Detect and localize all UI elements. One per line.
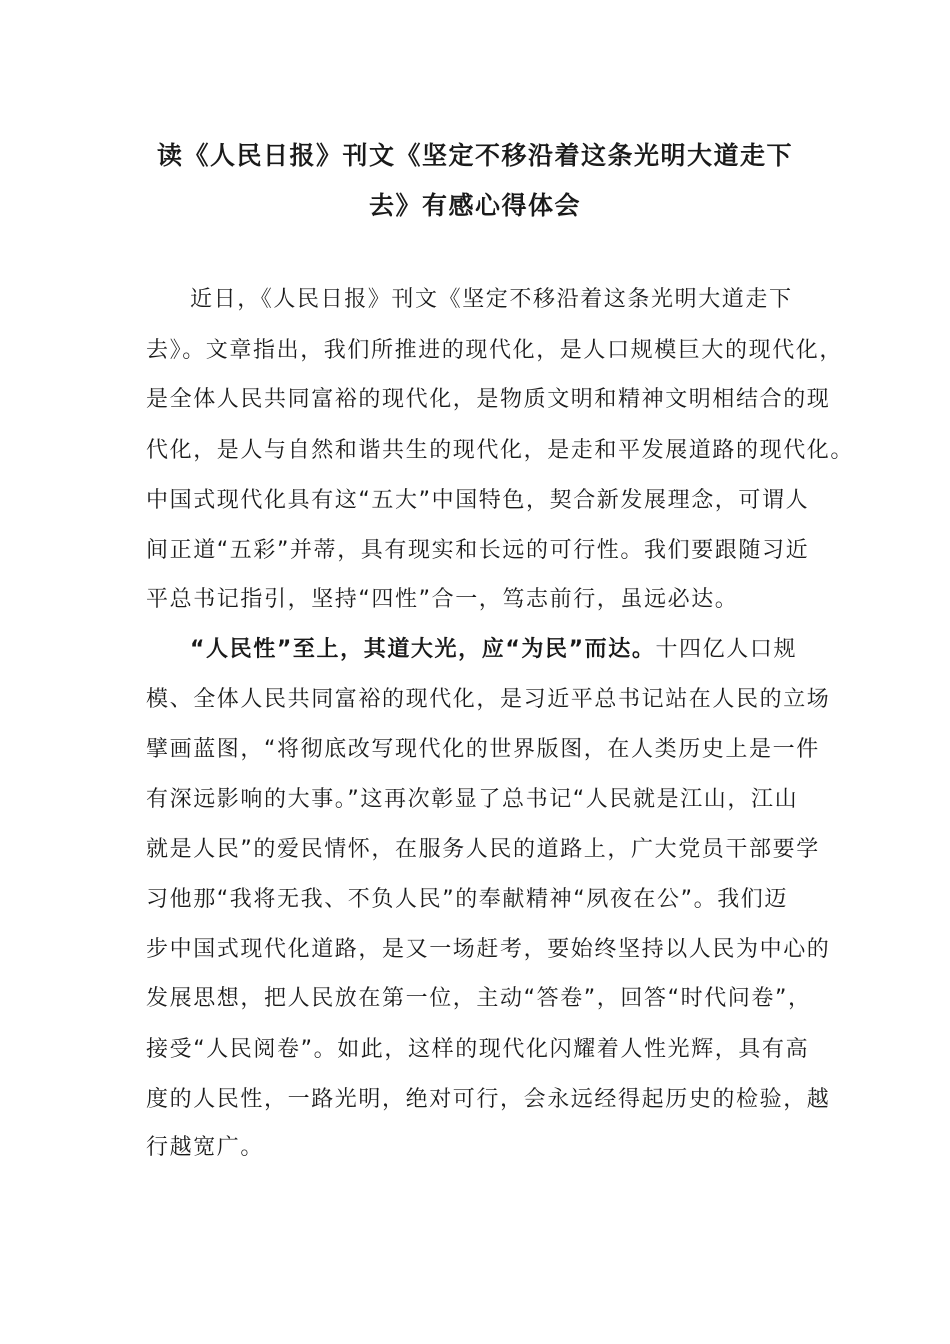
paragraph-2-line-4: 有深远影响的大事。”这再次彰显了总书记“人民就是江山，江山 (146, 787, 799, 812)
paragraph-2-line-6: 习他那“我将无我、不负人民”的奉献精神“夙夜在公”。我们迈 (146, 887, 788, 912)
paragraph-2-line-10: 度的人民性，一路光明，绝对可行，会永远经得起历史的检验，越 (146, 1087, 831, 1112)
document-title-line-1: 读《人民日报》刊文《坚定不移沿着这条光明大道走下 (156, 141, 793, 170)
paragraph-1-line-2: 去》。文章指出，我们所推进的现代化，是人口规模巨大的现代化， (146, 338, 844, 363)
paragraph-2-line-9: 接受“人民阅卷”。如此，这样的现代化闪耀着人性光辉，具有高 (146, 1037, 810, 1062)
paragraph-2-line-7: 步中国式现代化道路，是又一场赶考，要始终坚持以人民为中心的 (146, 937, 831, 962)
paragraph-1-line-3: 是全体人民共同富裕的现代化，是物质文明和精神文明相结合的现 (146, 387, 831, 412)
paragraph-2-line-3: 擘画蓝图，“将彻底改写现代化的世界版图，在人类历史上是一件 (146, 737, 820, 762)
paragraph-2-line-8: 发展思想，把人民放在第一位，主动“答卷”，回答“时代问卷”， (146, 986, 812, 1011)
paragraph-2-line-11: 行越宽广。 (146, 1135, 265, 1160)
paragraph-2-line-2: 模、全体人民共同富裕的现代化，是习近平总书记站在人民的立场 (146, 687, 831, 712)
document-title-line-2: 去》有感心得体会 (368, 191, 581, 220)
paragraph-2-line-1 (190, 635, 797, 665)
paragraph-1-line-5: 中国式现代化具有这“五大”中国特色，契合新发展理念，可谓人 (146, 488, 810, 513)
paragraph-1-line-6: 间正道“五彩”并蒂，具有现实和长远的可行性。我们要跟随习近 (146, 538, 810, 563)
paragraph-1-line-4: 代化，是人与自然和谐共生的现代化，是走和平发展道路的现代化。 (146, 438, 855, 463)
paragraph-1-line-7: 平总书记指引，坚持“四性”合一，笃志前行，虽远必达。 (146, 587, 739, 612)
paragraph-2-lead-text: 十四亿人口规 (655, 637, 798, 662)
paragraph-2-lead-heading: “人民性”至上，其道大光，应“为民”而达。 (190, 637, 656, 662)
paragraph-1-line-1: 近日，《人民日报》刊文《坚定不移沿着这条光明大道走下 (190, 287, 793, 312)
paragraph-2-line-5: 就是人民”的爱民情怀，在服务人民的道路上，广大党员干部要学 (146, 837, 820, 862)
